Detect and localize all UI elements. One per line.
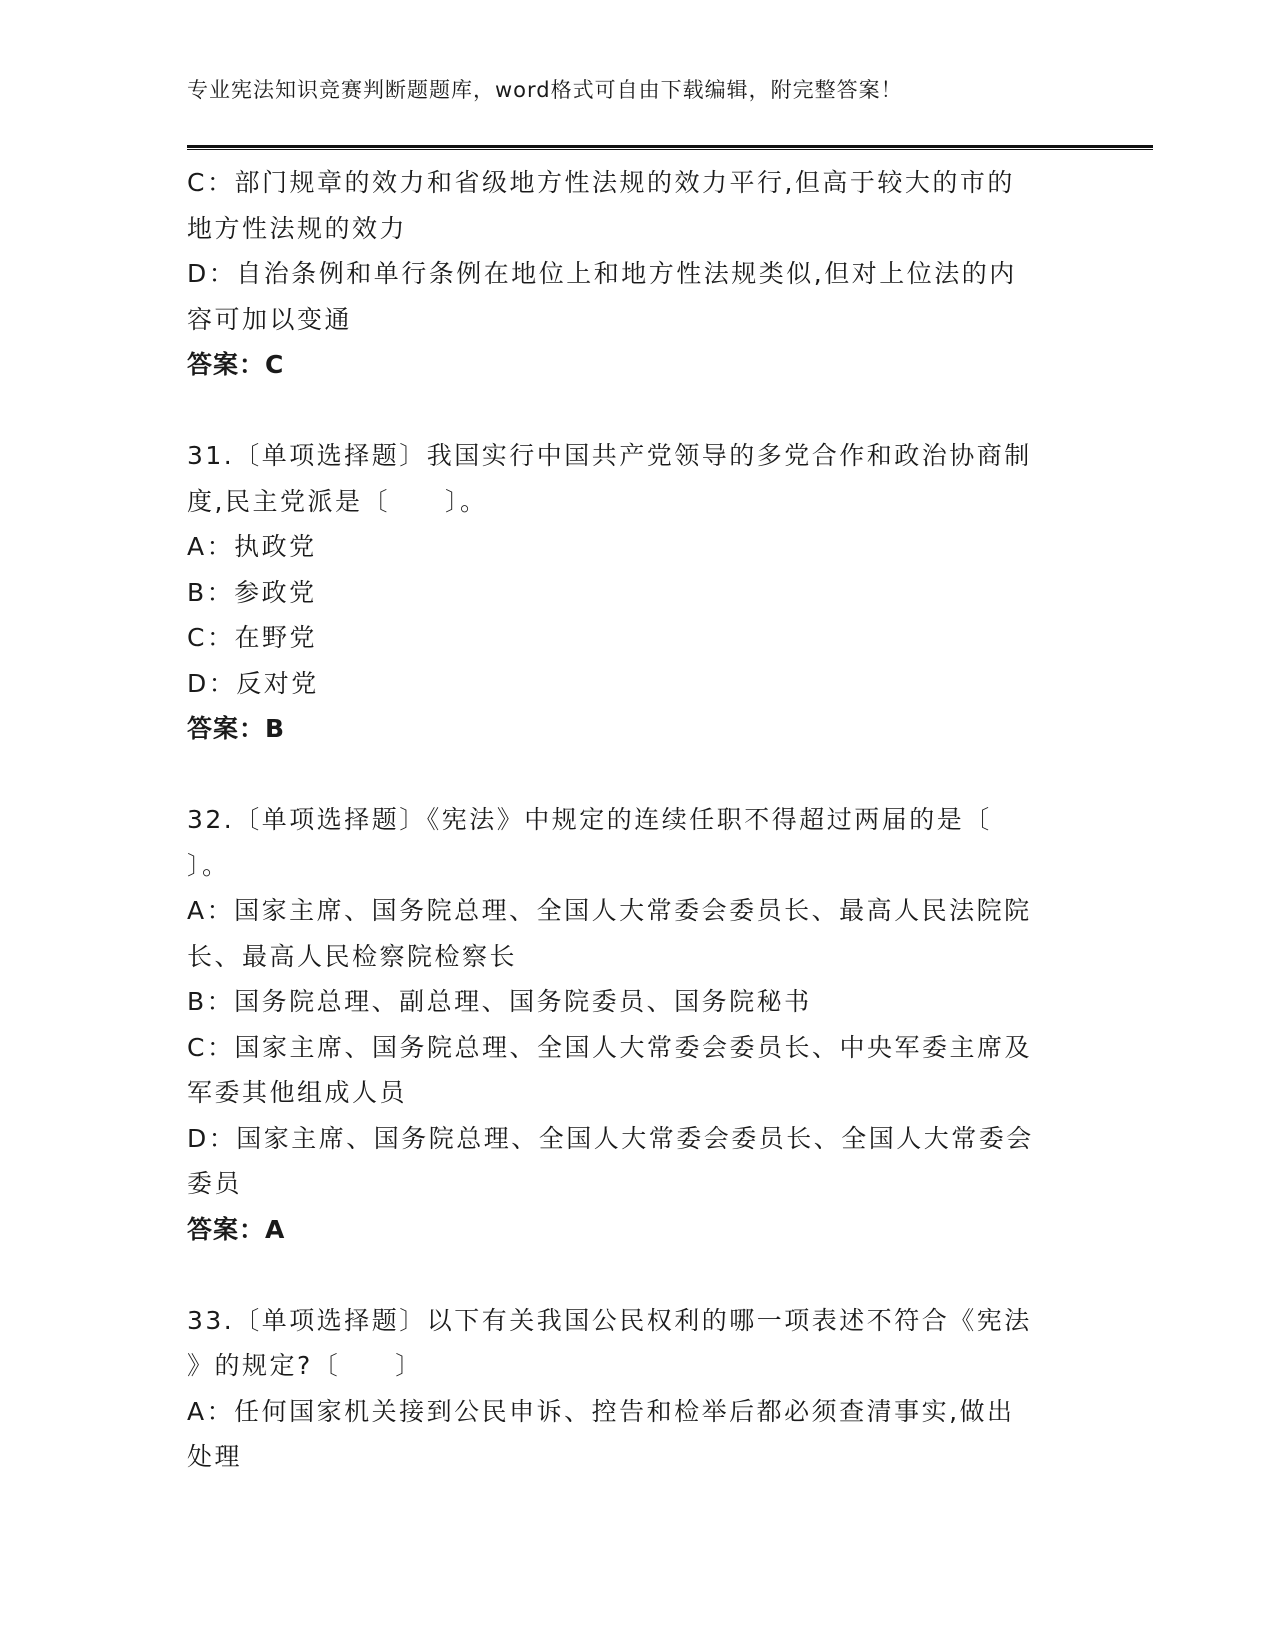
page-header: 专业宪法知识竞赛判断题题库，word格式可自由下载编辑，附完整答案！	[187, 78, 903, 102]
text-line: 〕。	[187, 850, 230, 880]
text-line: 长、最高人民检察院检察长	[187, 941, 518, 971]
text-line: 处理	[187, 1442, 243, 1471]
question-block	[187, 433, 1087, 752]
text-line: D：自治条例和单行条例在地位上和地方性法规类似,但对上位法的内	[187, 259, 1017, 288]
text-line: A：任何国家机关接到公民申诉、控告和检举后都必须查清事实,做出	[187, 1396, 1015, 1426]
text-line: 容可加以变通	[187, 304, 353, 334]
text-line: 委员	[187, 1169, 243, 1198]
text-line: A：执政党	[187, 532, 317, 561]
text-line: B：参政党	[187, 577, 317, 607]
block-spacer	[187, 752, 1087, 798]
text-line: 31.〔单项选择题〕我国实行中国共产党领导的多党合作和政治协商制	[187, 441, 1032, 470]
block-spacer	[187, 388, 1087, 434]
text-line: D：国家主席、国务院总理、全国人大常委会委员长、全国人大常委会	[187, 1123, 1034, 1153]
text-line: C：部门规章的效力和省级地方性法规的效力平行,但高于较大的市的	[187, 168, 1015, 197]
question-block	[187, 160, 1087, 388]
text-line: 》的规定?〔 〕	[187, 1351, 423, 1380]
block-spacer	[187, 1252, 1087, 1298]
text-line: 32.〔单项选择题〕《宪法》中规定的连续任职不得超过两届的是〔	[187, 805, 992, 834]
answer-line: 答案：A	[187, 1214, 286, 1244]
question-block	[187, 1298, 1087, 1480]
answer-line: 答案：B	[187, 714, 286, 743]
text-line: C：国家主席、国务院总理、全国人大常委会委员长、中央军委主席及	[187, 1032, 1032, 1062]
header-divider	[187, 145, 1153, 150]
text-line: C：在野党	[187, 623, 317, 652]
question-block	[187, 797, 1087, 1252]
text-line: 地方性法规的效力	[187, 213, 408, 243]
answer-line: 答案：C	[187, 350, 285, 379]
document-body	[187, 160, 1087, 1480]
text-line: D：反对党	[187, 668, 319, 698]
text-line: 度,民主党派是〔 〕。	[187, 486, 488, 516]
text-line: 33.〔单项选择题〕以下有关我国公民权利的哪一项表述不符合《宪法	[187, 1305, 1032, 1335]
text-line: 军委其他组成人员	[187, 1078, 408, 1107]
text-line: B：国务院总理、副总理、国务院委员、国务院秘书	[187, 987, 812, 1016]
text-line: A：国家主席、国务院总理、全国人大常委会委员长、最高人民法院院	[187, 896, 1032, 925]
